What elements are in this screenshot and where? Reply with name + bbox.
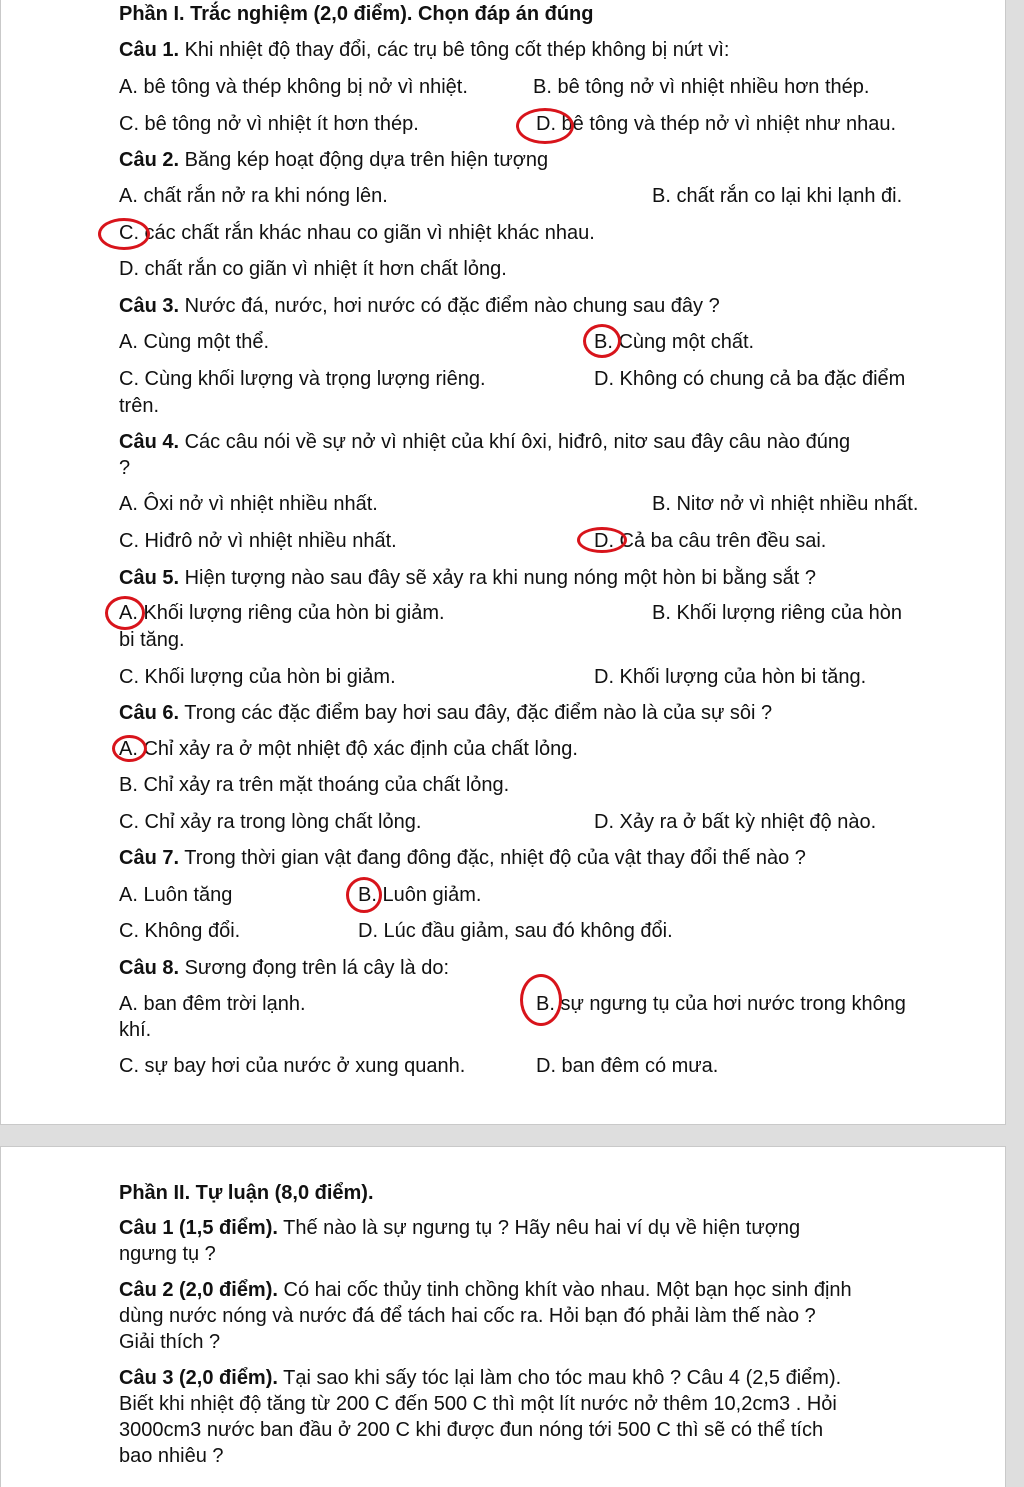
- q3-option-d-cont: trên.: [119, 395, 160, 417]
- q2-option-b: B. chất rắn co lại khi lạnh đi.: [652, 185, 903, 207]
- q7-option-a: A. Luôn tăng: [119, 884, 233, 906]
- q3-stem: [119, 294, 720, 318]
- q8-text: Sương đọng trên lá cây là do:: [179, 957, 450, 979]
- q2-option-c: C. các chất rắn khác nhau co giãn vì nhiệt khác nhau.: [119, 222, 595, 244]
- essay-q2-label: Câu 2 (2,0 điểm).: [119, 1279, 278, 1301]
- answer-mark-circle-q3: [583, 324, 621, 358]
- q1-option-d: D. bê tông và thép nở vì nhiệt như nhau.: [536, 113, 897, 135]
- answer-mark-circle-q2: [98, 218, 150, 250]
- q2-text: Băng kép hoạt động dựa trên hiện tượng: [179, 149, 549, 171]
- q5-option-b-cont: bi tăng.: [119, 629, 185, 651]
- q5-option-d: D. Khối lượng của hòn bi tăng.: [594, 666, 867, 688]
- q7-text: Trong thời gian vật đang đông đặc, nhiệt độ của vật thay đổi thế nào ?: [179, 847, 806, 869]
- q3-option-c: C. Cùng khối lượng và trọng lượng riêng.: [119, 368, 486, 390]
- essay-q2-line2: dùng nước nóng và nước đá để tách hai cốc ra. Hỏi bạn đó phải làm thế nào ?: [119, 1305, 816, 1327]
- q3-label: Câu 3.: [119, 295, 180, 317]
- q1-text: Khi nhiệt độ thay đổi, các trụ bê tông cốt thép không bị nứt vì:: [179, 39, 730, 61]
- q1-option-c: C. bê tông nở vì nhiệt ít hơn thép.: [119, 113, 419, 135]
- q8-option-a: A. ban đêm trời lạnh.: [119, 993, 306, 1015]
- essay-q1-line2: ngưng tụ ?: [119, 1243, 216, 1265]
- q6-option-d: D. Xảy ra ở bất kỳ nhiệt độ nào.: [594, 811, 877, 833]
- q5-option-a: A. Khối lượng riêng của hòn bi giảm.: [119, 602, 445, 624]
- q4-stem: [119, 430, 850, 454]
- q6-stem: [119, 701, 772, 725]
- q4-stem-cont: ?: [119, 457, 131, 479]
- essay-q3-label: Câu 3 (2,0 điểm).: [119, 1367, 278, 1389]
- q5-option-b: B. Khối lượng riêng của hòn: [652, 602, 902, 624]
- q5-option-c: C. Khối lượng của hòn bi giảm.: [119, 666, 396, 688]
- q8-option-d: D. ban đêm có mưa.: [536, 1055, 719, 1077]
- q4-option-b: B. Nitơ nở vì nhiệt nhiều nhất.: [652, 493, 919, 515]
- essay-q3-line2: Biết khi nhiệt độ tăng từ 200 C đến 500 C thì một lít nước nở thêm 10,2cm3 . Hỏi: [119, 1393, 837, 1415]
- essay-q2-text: Có hai cốc thủy tinh chồng khít vào nhau. Một bạn học sinh định: [277, 1279, 852, 1301]
- q3-option-b: B. Cùng một chất.: [594, 331, 755, 353]
- q6-option-b: B. Chỉ xảy ra trên mặt thoáng của chất lỏng.: [119, 774, 510, 796]
- q8-option-b: B. sự ngưng tụ của hơi nước trong không: [536, 993, 906, 1015]
- q4-option-a: A. Ôxi nở vì nhiệt nhiều nhất.: [119, 493, 378, 515]
- essay-q1-label: Câu 1 (1,5 điểm).: [119, 1217, 278, 1239]
- answer-mark-circle-q5: [105, 596, 145, 630]
- answer-mark-circle-q8: [520, 974, 562, 1026]
- q1-option-b: B. bê tông nở vì nhiệt nhiều hơn thép.: [533, 76, 870, 98]
- essay-q2-line3: Giải thích ?: [119, 1331, 221, 1353]
- q7-option-b: B. Luôn giảm.: [358, 884, 482, 906]
- q8-label: Câu 8.: [119, 957, 180, 979]
- essay-q1-text: Thế nào là sự ngưng tụ ? Hãy nêu hai ví dụ về hiện tượng: [277, 1217, 801, 1239]
- q2-label: Câu 2.: [119, 149, 180, 171]
- q4-label: Câu 4.: [119, 431, 180, 453]
- q7-label: Câu 7.: [119, 847, 180, 869]
- essay-q3-line4: bao nhiêu ?: [119, 1445, 224, 1467]
- essay-q3-line3: 3000cm3 nước ban đầu ở 200 C khi được đun nóng tới 500 C thì sẽ có thể tích: [119, 1419, 824, 1441]
- q6-label: Câu 6.: [119, 702, 180, 724]
- essay-q3-line1: [119, 1366, 841, 1390]
- answer-mark-circle-q1: [516, 108, 574, 144]
- q2-option-a: A. chất rắn nở ra khi nóng lên.: [119, 185, 388, 207]
- q3-option-a: A. Cùng một thể.: [119, 331, 270, 353]
- q7-stem: [119, 846, 806, 870]
- part1-title: Phần I. Trắc nghiệm (2,0 điểm). Chọn đáp án đúng: [119, 3, 594, 25]
- q7-option-c: C. Không đổi.: [119, 920, 241, 942]
- q4-text: Các câu nói về sự nở vì nhiệt của khí ôxi, hiđrô, nitơ sau đây câu nào đúng: [179, 431, 851, 453]
- part2-title: Phần II. Tự luận (8,0 điểm).: [119, 1182, 374, 1204]
- q5-text: Hiện tượng nào sau đây sẽ xảy ra khi nung nóng một hòn bi bằng sắt ?: [179, 567, 816, 589]
- exam-page-part2: [0, 1146, 1006, 1487]
- essay-q2-line1: [119, 1278, 852, 1302]
- q3-text: Nước đá, nước, hơi nước có đặc điểm nào chung sau đây ?: [179, 295, 720, 317]
- q2-option-d: D. chất rắn co giãn vì nhiệt ít hơn chất lỏng.: [119, 258, 507, 280]
- q2-stem: [119, 148, 548, 172]
- q4-option-d: D. Cả ba câu trên đều sai.: [594, 530, 827, 552]
- q1-option-a: A. bê tông và thép không bị nở vì nhiệt.: [119, 76, 468, 98]
- q3-option-d: D. Không có chung cả ba đặc điểm: [594, 368, 906, 390]
- q6-text: Trong các đặc điểm bay hơi sau đây, đặc điểm nào là của sự sôi ?: [179, 702, 773, 724]
- q6-option-a: A. Chỉ xảy ra ở một nhiệt độ xác định của chất lỏng.: [119, 738, 578, 760]
- answer-mark-circle-q6: [112, 735, 147, 762]
- q5-label: Câu 5.: [119, 567, 180, 589]
- answer-mark-circle-q7: [346, 877, 382, 913]
- q8-option-c: C. sự bay hơi của nước ở xung quanh.: [119, 1055, 466, 1077]
- q6-option-c: C. Chỉ xảy ra trong lòng chất lỏng.: [119, 811, 422, 833]
- q4-option-c: C. Hiđrô nở vì nhiệt nhiều nhất.: [119, 530, 397, 552]
- q1-stem: [119, 38, 729, 62]
- q7-option-d: D. Lúc đầu giảm, sau đó không đổi.: [358, 920, 673, 942]
- q5-stem: [119, 566, 816, 590]
- q8-stem: [119, 956, 449, 980]
- essay-q1-line1: [119, 1216, 800, 1240]
- q8-option-b-cont: khí.: [119, 1019, 152, 1041]
- essay-q3-text: Tại sao khi sấy tóc lại làm cho tóc mau khô ? Câu 4 (2,5 điểm).: [277, 1367, 842, 1389]
- answer-mark-circle-q4: [577, 527, 627, 553]
- q1-label: Câu 1.: [119, 39, 180, 61]
